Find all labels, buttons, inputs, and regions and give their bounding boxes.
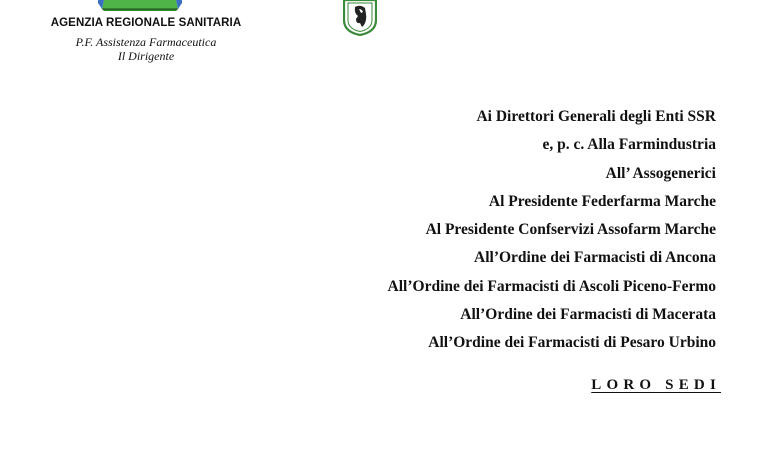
recipient-line: Al Presidente Federfarma Marche [488,192,716,210]
recipient-line: All’Ordine dei Farmacisti di Ascoli Piceno-Fermo [387,277,716,295]
recipient-line: Al Presidente Confservizi Assofarm Marche [425,221,716,239]
closing-loro-sedi: LORO SEDI [591,377,721,393]
recipient-line: All’Ordine dei Farmacisti di Pesaro Urbino [428,334,716,352]
signatory-role: Il Dirigente [117,49,175,63]
recipient-line: Ai Direttori Generali degli Enti SSR [476,108,716,125]
department-name: P.F. Assistenza Farmaceutica [75,35,217,49]
recipient-line: All’ Assogenerici [605,164,716,182]
recipient-line: e, p. c. Alla Farmindustria [542,136,716,154]
regione-marche-emblem-icon [343,0,377,36]
recipients-list [388,103,716,358]
ars-agency-logo-icon [98,0,182,14]
agency-name: AGENZIA REGIONALE SANITARIA [50,17,242,29]
recipient-line: All’Ordine dei Farmacisti di Ancona [474,249,716,267]
recipient-line: All’Ordine dei Farmacisti di Macerata [460,306,716,324]
